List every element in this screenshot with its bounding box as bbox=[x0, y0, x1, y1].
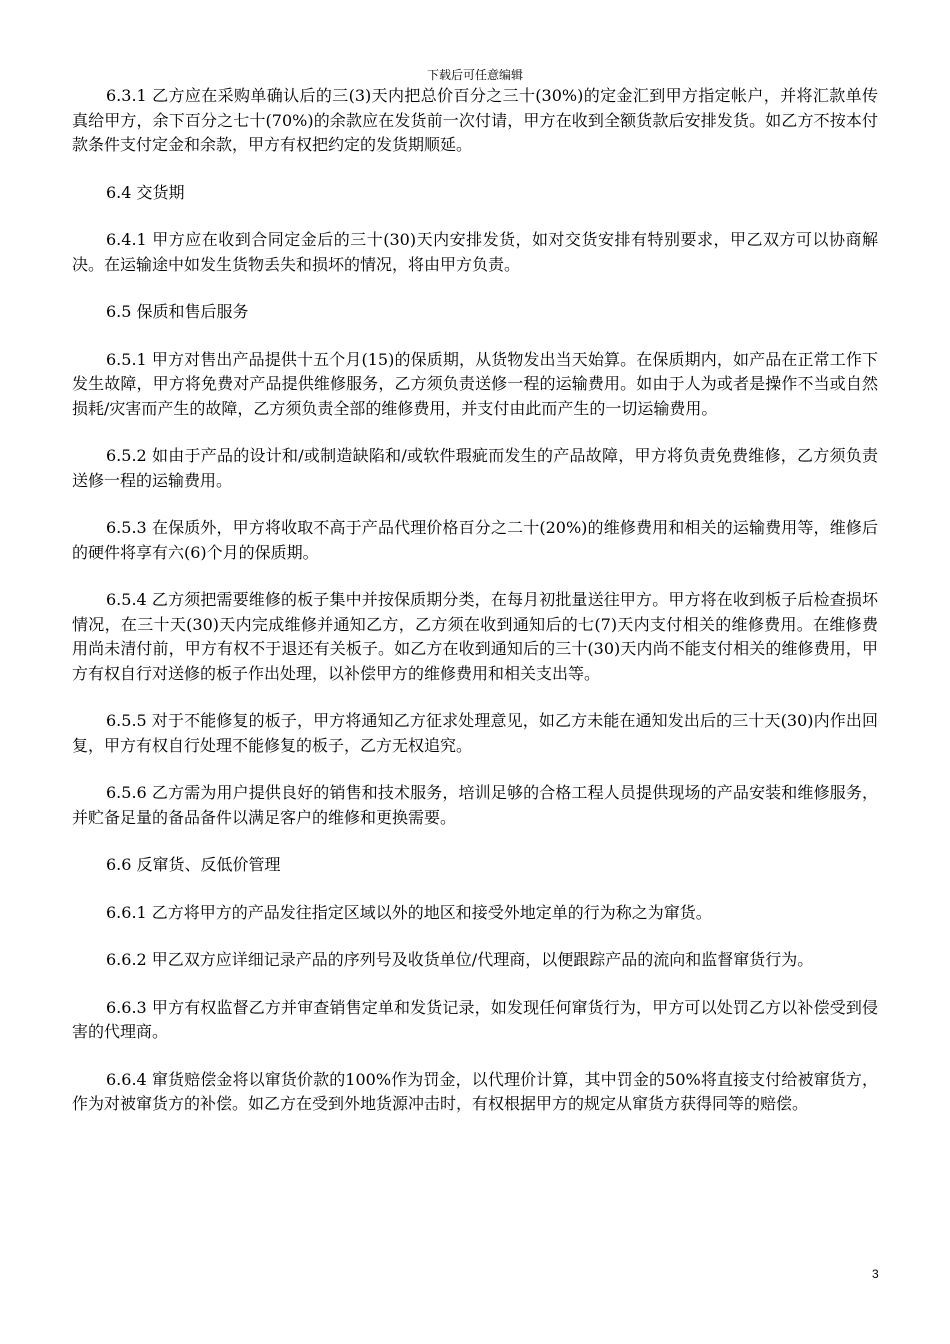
paragraph-6-5-1: 6.5.1 甲方对售出产品提供十五个月(15)的保质期，从货物发出当天始算。在保质期内，如产品在正常工作下发生故障，甲方将免费对产品提供维修服务，乙方须负责送修一程的运输费用。如由于人为或者是操作不当或自然损耗/灾害而产生的故障，乙方须负责全部的维修费用，并支付由此而产生的一切运输费用。 bbox=[72, 349, 878, 418]
paragraph-6-5-3: 6.5.3 在保质外，甲方将收取不高于产品代理价格百分之二十(20%)的维修费用和相关的运输费用等，维修后的硬件将享有六(6)个月的保质期。 bbox=[72, 518, 878, 562]
paragraph-6-5-5: 6.5.5 对于不能修复的板子，甲方将通知乙方征求处理意见，如乙方未能在通知发出后的三十天(30)内作出回复，甲方有权自行处理不能修复的板子，乙方无权追究。 bbox=[72, 711, 878, 755]
paragraph-6-5-2: 6.5.2 如由于产品的设计和/或制造缺陷和/或软件瑕疵而发生的产品故障，甲方将负责免费维修，乙方须负责送修一程的运输费用。 bbox=[72, 446, 878, 490]
section-heading-6-4: 6.4 交货期 bbox=[106, 182, 185, 202]
section-heading-6-5: 6.5 保质和售后服务 bbox=[106, 302, 249, 321]
paragraph-6-5-6: 6.5.6 乙方需为用户提供良好的销售和技术服务，培训足够的合格工程人员提供现场的产品安装和维修服务，并贮备足量的备品备件以满足客户的维修和更换需要。 bbox=[72, 783, 878, 827]
paragraph-6-4-1: 6.4.1 甲方应在收到合同定金后的三十(30)天内安排发货，如对交货安排有特别要求，甲乙双方可以协商解决。在运输途中如发生货物丢失和损坏的情况，将由甲方负责。 bbox=[72, 230, 878, 274]
section-heading-6-6: 6.6 反窜货、反低价管理 bbox=[106, 855, 281, 874]
page-header: 下载后可任意编辑 bbox=[426, 68, 523, 82]
paragraph-6-6-3: 6.6.3 甲方有权监督乙方并审查销售定单和发货记录，如发现任何窜货行为，甲方可以处罚乙方以补偿受到侵害的代理商。 bbox=[72, 997, 878, 1041]
paragraph-6-5-4: 6.5.4 乙方须把需要维修的板子集中并按保质期分类，在每月初批量送往甲方。甲方将在收到板子后检查损坏情况，在三十天(30)天内完成维修并通知乙方，乙方须在收到通知后的七(7)天内支付相关的维修费用。在维修费用尚未清付前，甲方有权不于退还有关板子。如乙方在收到通知后的三十(30)天内尚不能支付相关的维修费用，甲方有权自行对送修的板子作出处理，以补偿甲方的维修费用和相关支出等。 bbox=[72, 590, 878, 683]
paragraph-6-6-4: 6.6.4 窜货赔偿金将以窜货价款的100%作为罚金，以代理价计算，其中罚金的50%将直接支付给被窜货方，作为对被窜货方的补偿。如乙方在受到外地货源冲击时，有权根据甲方的规定从窜货方获得同等的赔偿。 bbox=[72, 1069, 878, 1113]
page-number: 3 bbox=[872, 1267, 879, 1281]
document-body bbox=[72, 84, 878, 1140]
paragraph-6-3-1: 6.3.1 乙方应在采购单确认后的三(3)天内把总价百分之三十(30%)的定金汇到甲方指定帐户，并将汇款单传真给甲方，余下百分之七十(70%)的余款应在发货前一次付请，甲方在收到全额货款后安排发货。如乙方不按本付款条件支付定金和余款，甲方有权把约定的发货期顺延。 bbox=[72, 86, 878, 154]
paragraph-6-6-2: 6.6.2 甲乙双方应详细记录产品的序列号及收货单位/代理商，以便跟踪产品的流向和监督窜货行为。 bbox=[106, 950, 814, 969]
paragraph-6-6-1: 6.6.1 乙方将甲方的产品发往指定区域以外的地区和接受外地定单的行为称之为窜货。 bbox=[106, 902, 712, 922]
